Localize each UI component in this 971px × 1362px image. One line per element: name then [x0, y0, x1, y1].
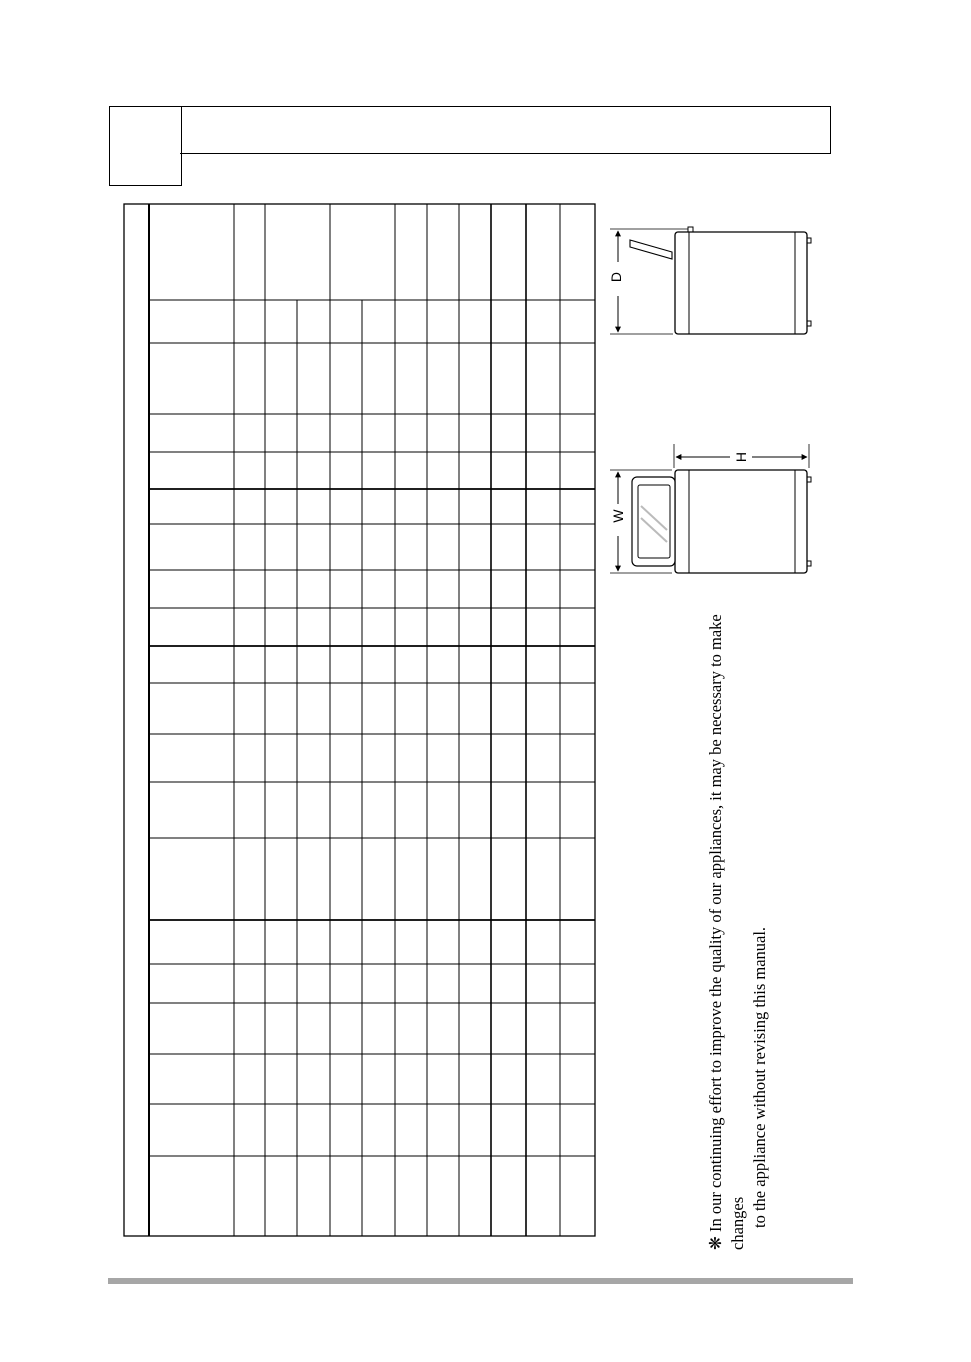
depth-label: D: [608, 271, 624, 283]
revision-note: [705, 600, 771, 1250]
note-line-1: In our continuing effort to improve the quality of our appliances, it may be necessary to make changes: [706, 614, 747, 1250]
appliance-front-view: [610, 444, 811, 573]
height-label: H: [733, 451, 749, 463]
note-symbol: ❋: [706, 1236, 725, 1250]
footer-rule: [108, 1278, 853, 1284]
note-line-2: to the appliance without revising this manual.: [750, 926, 769, 1228]
width-label: W: [610, 509, 626, 523]
appliance-side-view: [608, 227, 811, 334]
